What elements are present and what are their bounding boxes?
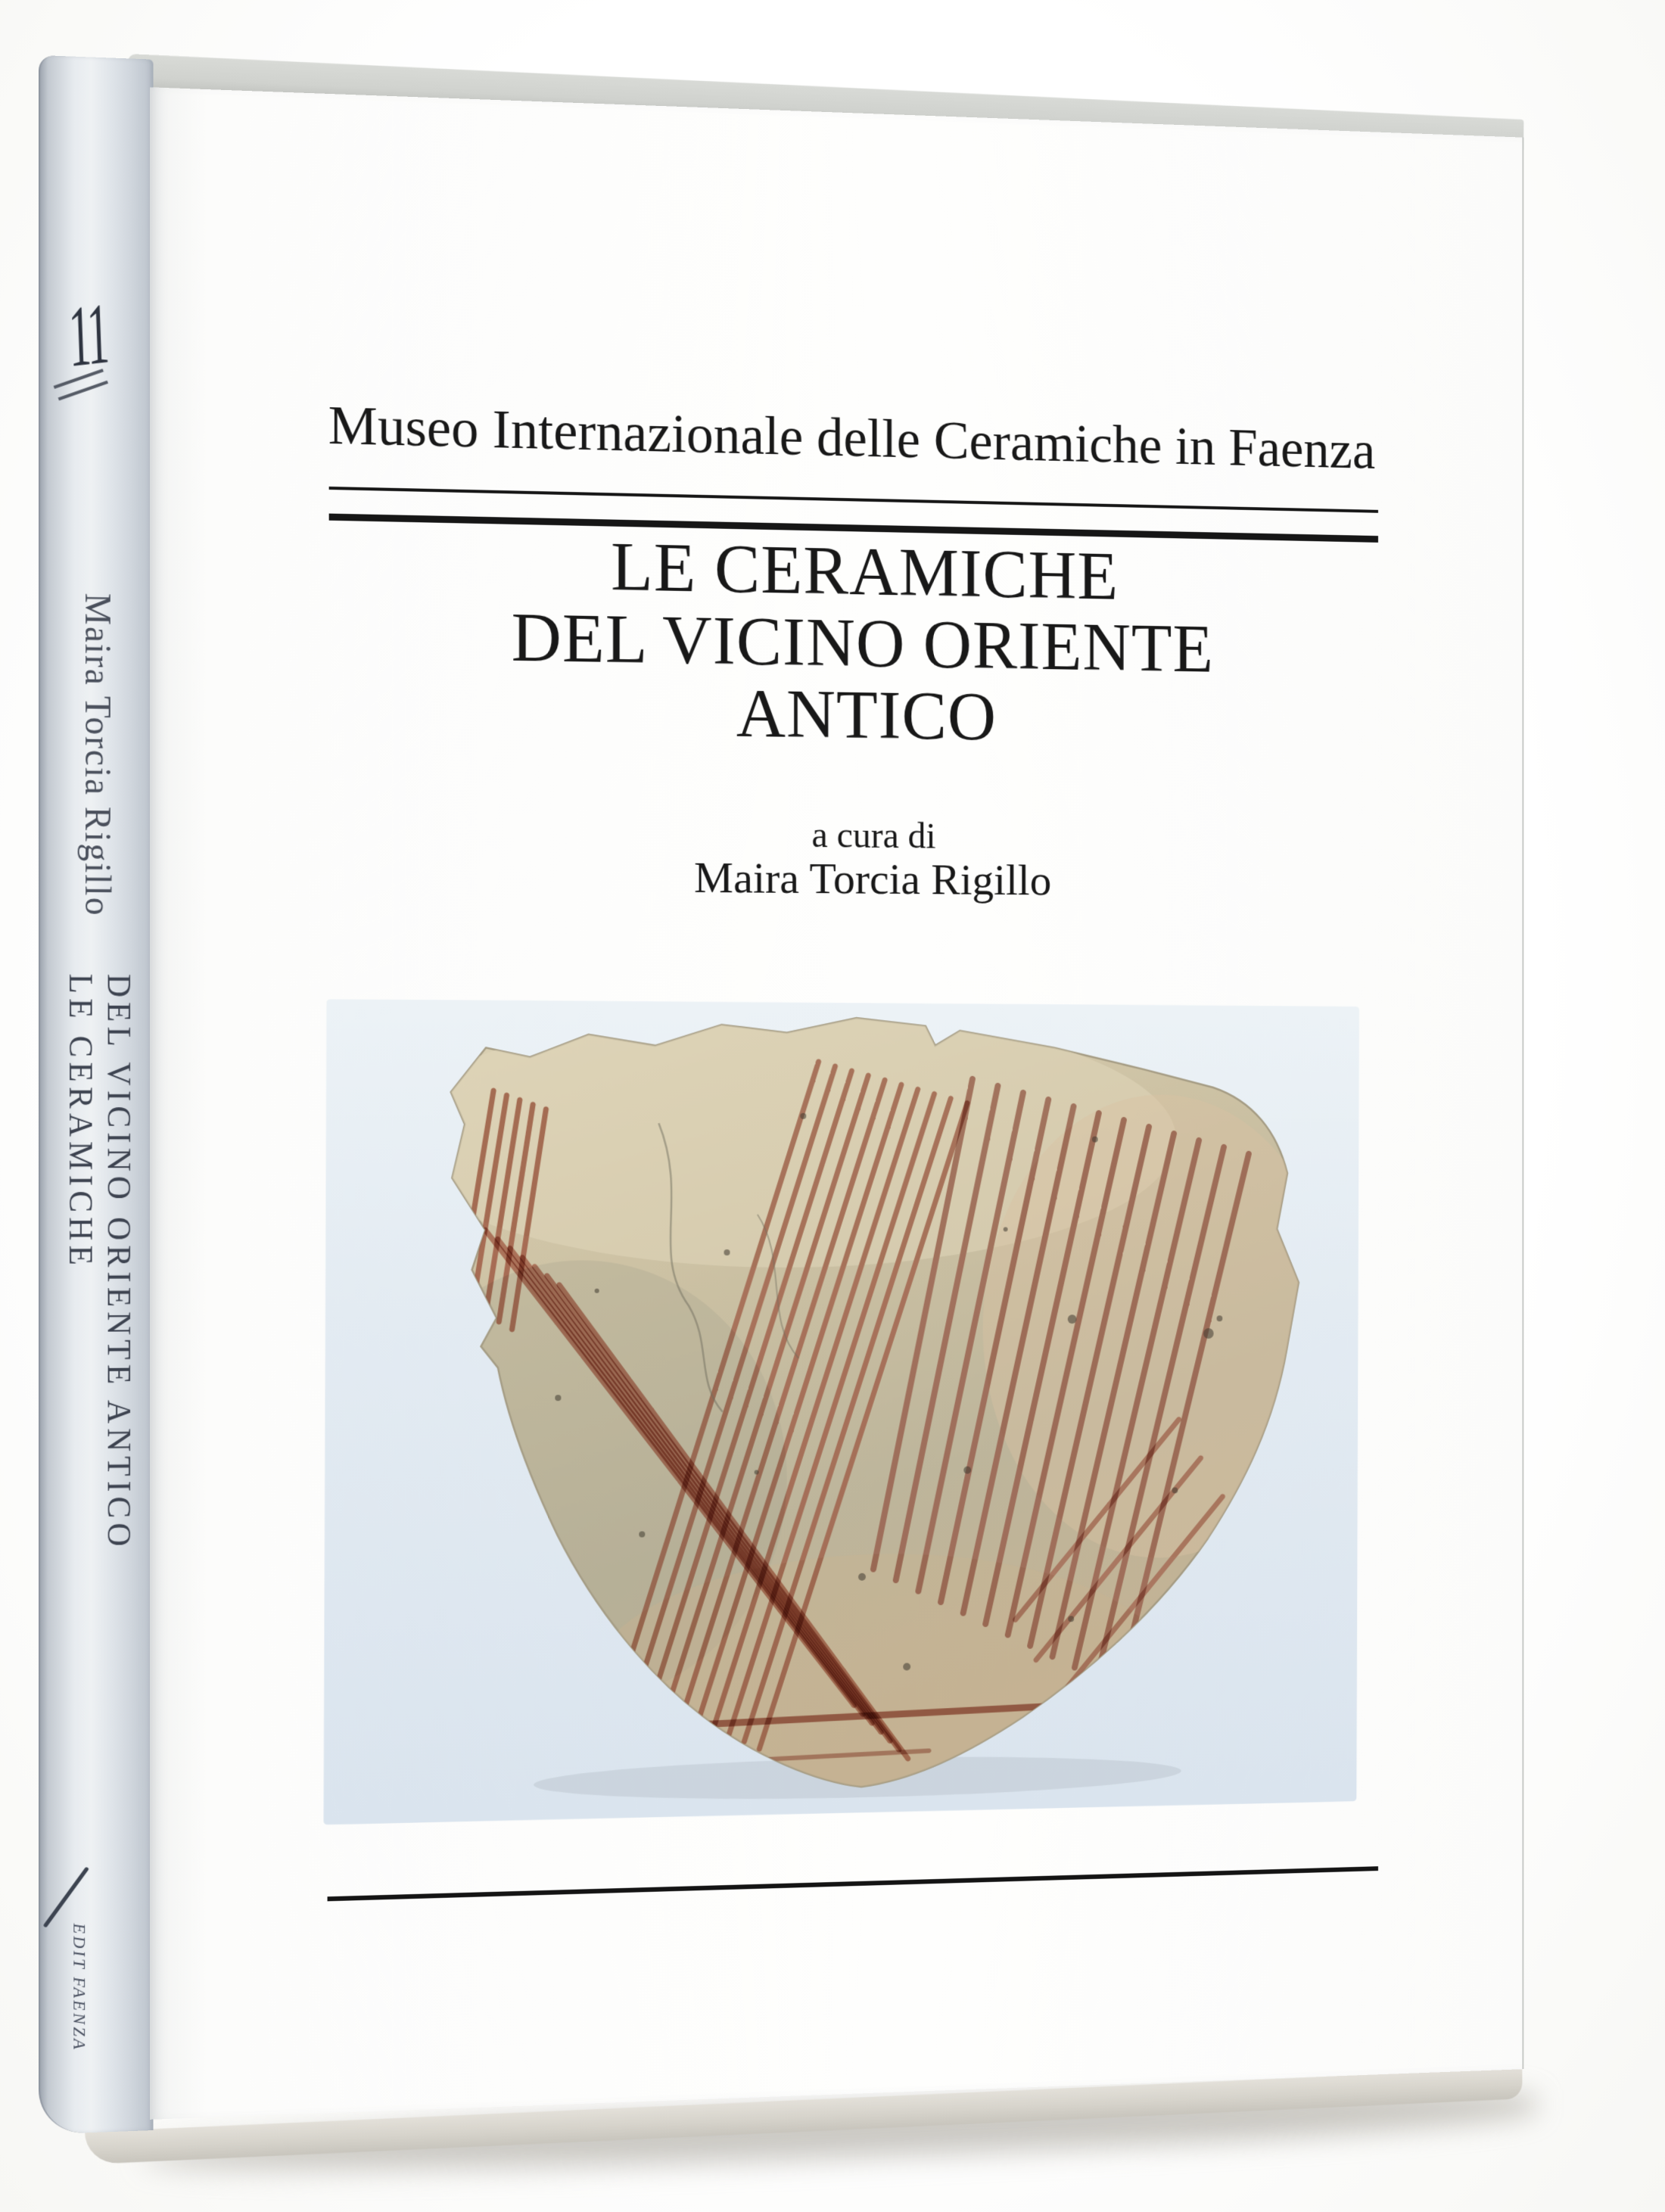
title-line-2: DEL VICINO ORIENTE	[511, 599, 1214, 687]
museum-header: Museo Internazionale delle Ceramiche in Faenza	[328, 395, 1376, 481]
pottery-photo	[324, 999, 1359, 1825]
pottery-sherd-illustration	[324, 999, 1359, 1825]
footer-rule	[328, 1866, 1378, 1901]
front-cover	[150, 87, 1523, 2120]
book	[48, 51, 1524, 2151]
cover-title	[164, 521, 1535, 760]
spine-title	[61, 973, 137, 1650]
title-line-3: ANTICO	[736, 676, 997, 755]
spine-publisher: EDIT FAENZA	[70, 1922, 90, 2052]
title-line-1: LE CERAMICHE	[611, 529, 1119, 614]
publisher-slash-mark	[43, 1867, 89, 1928]
spine-series-number: 11	[67, 285, 109, 386]
editor-name: Maira Torcia Rigillo	[694, 852, 1052, 905]
spine-title-line-1: LE CERAMICHE	[61, 973, 98, 1271]
spine-title-line-2: DEL VICINO ORIENTE ANTICO	[100, 973, 137, 1551]
spine-author: Maira Torcia Rigillo	[77, 593, 119, 917]
book-spine	[39, 55, 154, 2135]
byline-prefix: a cura di	[811, 815, 936, 857]
header-rule-thin	[329, 487, 1378, 513]
